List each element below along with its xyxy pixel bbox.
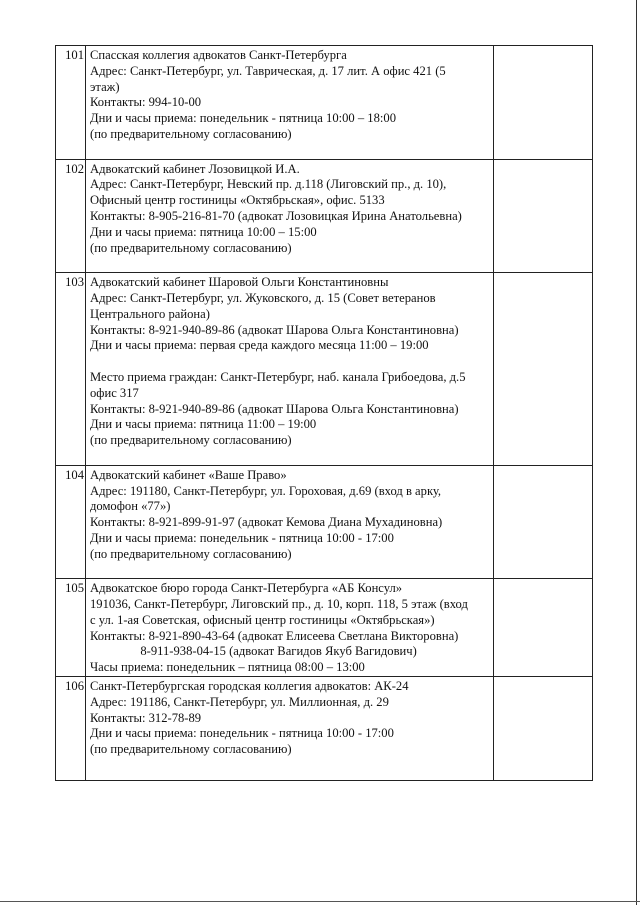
entry-line: Адрес: Санкт-Петербург, ул. Таврическая, д. 17 лит. А офис 421 (5 xyxy=(90,63,446,78)
entry-line: Дни и часы приема: первая среда каждого месяца 11:00 – 19:00 xyxy=(90,338,429,353)
entry-line: Контакты: 994-10-00 xyxy=(90,95,202,110)
entry-line: Адвокатское бюро города Санкт-Петербурга «АБ Консул» xyxy=(90,581,403,596)
entry-note-cell xyxy=(494,159,593,273)
entry-line: Адрес: Санкт-Петербург, Невский пр. д.118 (Лиговский пр., д. 10), xyxy=(90,177,447,192)
entry-note-cell xyxy=(494,465,593,579)
entry-line: Адрес: 191186, Санкт-Петербург, ул. Миллионная, д. 29 xyxy=(90,694,389,709)
entry-line: Контакты: 312-78-89 xyxy=(90,710,202,725)
blank-line xyxy=(90,563,490,579)
entry-line: (по предварительному согласованию) xyxy=(90,240,292,255)
table-row xyxy=(56,159,593,273)
blank-line xyxy=(90,256,490,272)
entry-number: 103 xyxy=(56,273,86,466)
entry-details xyxy=(86,465,494,579)
entry-line: (по предварительному согласованию) xyxy=(90,126,292,141)
blank-line xyxy=(90,449,490,465)
table-row xyxy=(56,273,593,466)
entry-line: Контакты: 8-921-940-89-86 (адвокат Шарова Ольга Константиновна) xyxy=(90,401,459,416)
table-row xyxy=(56,677,593,781)
entry-details xyxy=(86,273,494,466)
entry-line: 191036, Санкт-Петербург, Лиговский пр., д. 10, корп. 118, 5 этаж (вход xyxy=(90,597,468,612)
entry-line: (по предварительному согласованию) xyxy=(90,742,292,757)
entry-line: Офисный центр гостиницы «Октябрьская», офис. 5133 xyxy=(90,193,385,208)
entry-number: 102 xyxy=(56,159,86,273)
entry-note-cell xyxy=(494,46,593,160)
entry-details xyxy=(86,46,494,160)
entry-line: с ул. 1-ая Советская, офисный центр гостиницы «Октябрьская») xyxy=(90,612,435,627)
entry-number: 105 xyxy=(56,579,86,677)
entry-line: Контакты: 8-921-890-43-64 (адвокат Елисеева Светлана Викторовна) xyxy=(90,628,459,643)
entry-details xyxy=(86,159,494,273)
entry-number: 104 xyxy=(56,465,86,579)
entry-line: (по предварительному согласованию) xyxy=(90,433,292,448)
entry-line: Санкт-Петербургская городская коллегия адвокатов: АК-24 xyxy=(90,679,409,694)
table-row xyxy=(56,465,593,579)
blank-line xyxy=(90,143,490,159)
entry-line: 8-911-938-04-15 (адвокат Вагидов Якуб Вагидович) xyxy=(90,644,417,659)
entry-line: Спасская коллегия адвокатов Санкт-Петербурга xyxy=(90,48,347,62)
entry-number: 106 xyxy=(56,677,86,781)
page-edge-bottom xyxy=(0,901,640,902)
entry-note-cell xyxy=(494,579,593,677)
entry-line: Адвокатский кабинет Лозовицкой И.А. xyxy=(90,161,300,176)
entry-number: 101 xyxy=(56,46,86,160)
entry-line: Дни и часы приема: понедельник - пятница 10:00 – 18:00 xyxy=(90,111,396,126)
entry-line: (по предварительному согласованию) xyxy=(90,546,292,561)
entry-line: Адвокатский кабинет Шаровой Ольги Константиновны xyxy=(90,275,389,290)
entry-details xyxy=(86,579,494,677)
entry-line: Центрального района) xyxy=(90,306,210,321)
entry-line: Адрес: Санкт-Петербург, ул. Жуковского, д. 15 (Совет ветеранов xyxy=(90,290,436,305)
table-row xyxy=(56,579,593,677)
page-edge-right xyxy=(636,0,637,905)
entry-line: домофон «77») xyxy=(90,499,171,514)
entry-details xyxy=(86,677,494,781)
entry-line: Адрес: 191180, Санкт-Петербург, ул. Гороховая, д.69 (вход в арку, xyxy=(90,483,442,498)
table-row xyxy=(56,46,593,160)
entry-line: Контакты: 8-921-940-89-86 (адвокат Шарова Ольга Константиновна) xyxy=(90,322,459,337)
entry-line: офис 317 xyxy=(90,385,139,400)
entry-line: Дни и часы приема: пятница 11:00 – 19:00 xyxy=(90,417,317,432)
lawyers-registry-table xyxy=(55,45,593,781)
entry-line: этаж) xyxy=(90,79,120,94)
entry-line: Часы приема: понедельник – пятница 08:00 – 13:00 xyxy=(90,660,365,675)
entry-line: Контакты: 8-921-899-91-97 (адвокат Кемова Диана Мухадиновна) xyxy=(90,515,443,530)
row-padding xyxy=(90,774,490,780)
blank-line xyxy=(90,354,490,370)
entry-line: Адвокатский кабинет «Ваше Право» xyxy=(90,467,287,482)
entry-line: Контакты: 8-905-216-81-70 (адвокат Лозовицкая Ирина Анатольевна) xyxy=(90,208,462,223)
registry-body xyxy=(56,46,593,781)
entry-line: Дни и часы приема: понедельник - пятница 10:00 - 17:00 xyxy=(90,530,394,545)
entry-line: Дни и часы приема: пятница 10:00 – 15:00 xyxy=(90,224,317,239)
entry-line: Место приема граждан: Санкт-Петербург, наб. канала Грибоедова, д.5 xyxy=(90,369,466,384)
entry-line: Дни и часы приема: понедельник - пятница 10:00 - 17:00 xyxy=(90,726,394,741)
entry-note-cell xyxy=(494,677,593,781)
entry-note-cell xyxy=(494,273,593,466)
blank-line xyxy=(90,758,490,774)
